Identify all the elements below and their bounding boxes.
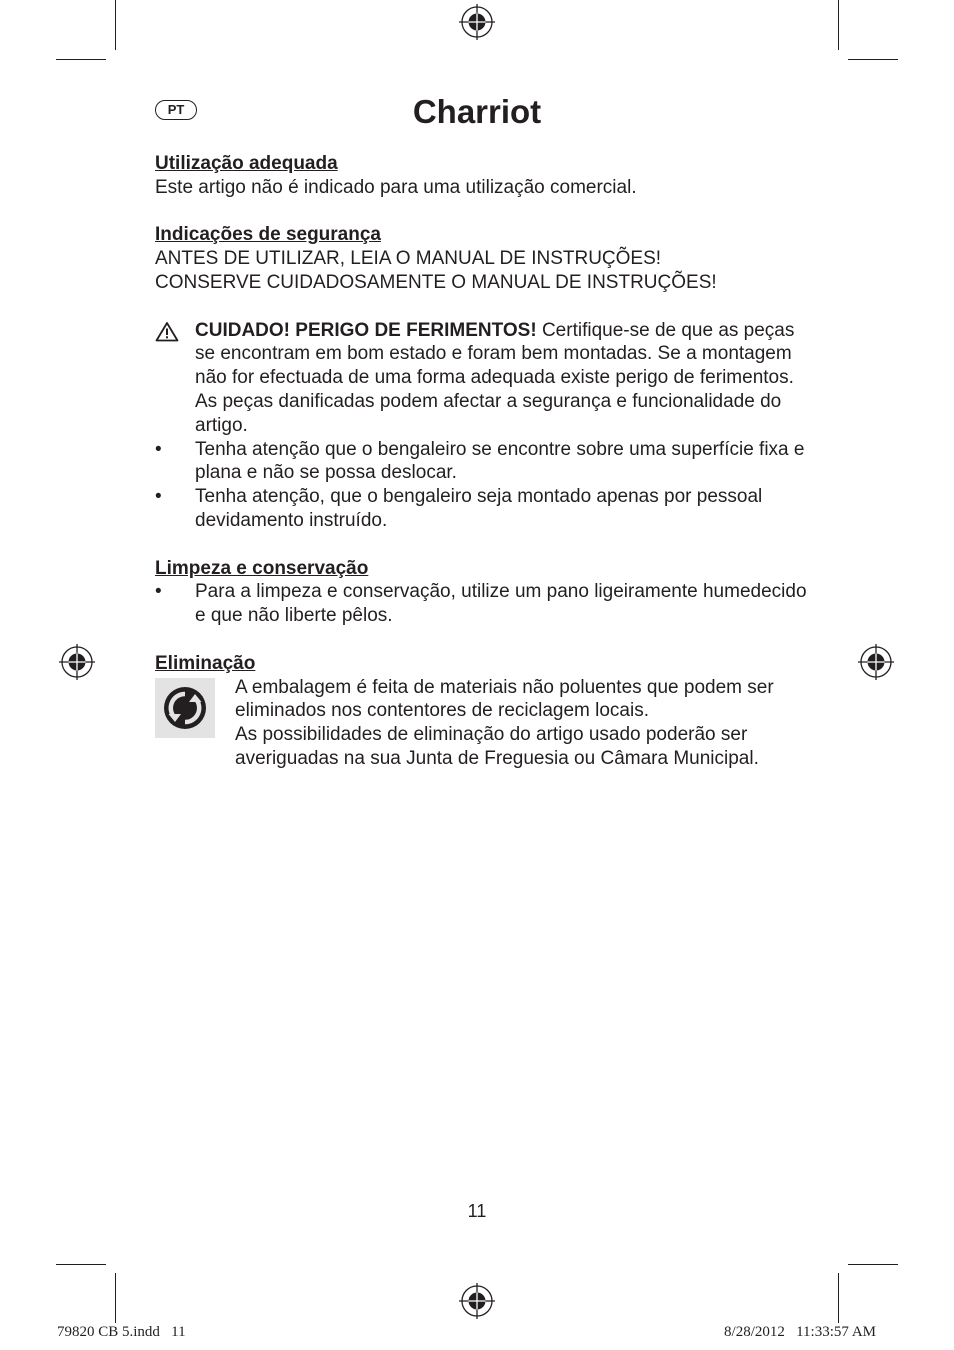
- crop-mark: [115, 1273, 116, 1323]
- section-heading-use: Utilização adequada: [155, 153, 338, 174]
- bullet: •: [155, 438, 162, 460]
- warning-text: Certifique-se de que as peças se encontram em bom estado e foram bem montadas. Se a montagem não for efectuada de uma forma adequada existe perigo de ferimentos. As peças danificadas podem afectar a segurança e funcionalidade do artigo.: [195, 319, 795, 436]
- registration-mark-icon: [59, 644, 95, 680]
- safety-bullet-2: Tenha atenção, que o bengaleiro seja montado apenas por pessoal devidamento instruído.: [195, 486, 763, 531]
- safety-line-1: ANTES DE UTILIZAR, LEIA O MANUAL DE INSTRUÇÕES!: [155, 248, 662, 270]
- registration-mark-icon: [858, 644, 894, 680]
- bullet: •: [155, 581, 162, 603]
- disposal-text-2: As possibilidades de eliminação do artigo usado poderão ser averiguadas na sua Junta de Freguesia ou Câmara Municipal.: [235, 724, 759, 769]
- print-slug-file: 79820 CB 5.indd 11: [57, 1324, 186, 1340]
- crop-mark: [848, 1264, 898, 1265]
- registration-mark-icon: [459, 4, 495, 40]
- crop-mark: [56, 59, 106, 60]
- bullet: •: [155, 486, 162, 508]
- crop-mark: [838, 0, 839, 50]
- page-title: Charriot: [412, 93, 542, 130]
- crop-mark: [115, 0, 116, 50]
- section-heading-safety: Indicações de segurança: [155, 224, 381, 246]
- use-text: Este artigo não é indicado para uma utilização comercial.: [155, 176, 637, 198]
- registration-mark-icon: [459, 1283, 495, 1319]
- print-slug-timestamp: 8/28/2012 11:33:57 AM: [724, 1324, 876, 1340]
- safety-bullet-1: Tenha atenção que o bengaleiro se encontre sobre uma superfície fixa e plana e não se possa deslocar.: [195, 438, 805, 484]
- list-item: [155, 485, 815, 533]
- section-heading-cleaning: Limpeza e conservação: [155, 557, 369, 579]
- list-item: [155, 580, 815, 628]
- safety-line-2: CONSERVE CUIDADOSAMENTE O MANUAL DE INSTRUÇÕES!: [155, 271, 717, 293]
- language-badge: PT: [155, 100, 197, 120]
- disposal-block: [155, 676, 815, 771]
- warning-item: [155, 319, 815, 438]
- crop-mark: [848, 59, 898, 60]
- crop-mark: [838, 1273, 839, 1323]
- page-number: 11: [467, 1201, 487, 1221]
- section-heading-disposal: Eliminação: [155, 652, 256, 674]
- crop-mark: [56, 1264, 106, 1265]
- manual-content: [155, 152, 815, 771]
- disposal-text-1: A embalagem é feita de materiais não poluentes que podem ser eliminados nos contentores de reciclagem locais.: [235, 676, 774, 722]
- cleaning-bullet-1: Para a limpeza e conservação, utilize um pano ligeiramente humedecido e que não liberte pêlos.: [195, 581, 807, 627]
- list-item: [155, 438, 815, 486]
- warning-triangle-icon: [155, 321, 179, 342]
- green-dot-recycling-icon: [155, 678, 215, 738]
- warning-heading: CUIDADO! PERIGO DE FERIMENTOS!: [195, 319, 537, 341]
